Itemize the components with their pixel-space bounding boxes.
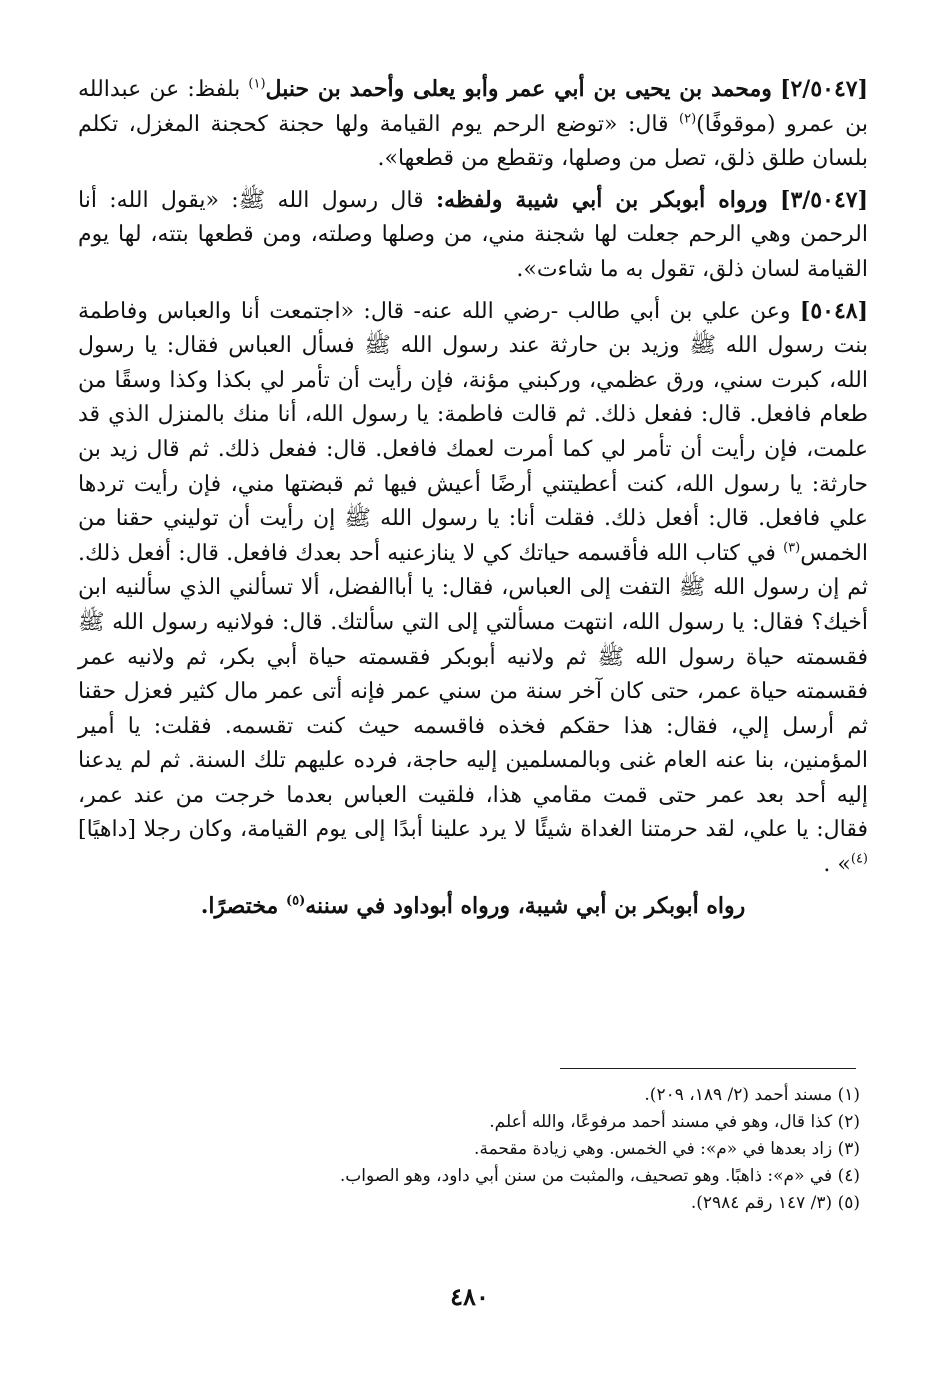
hadith-paragraph-1 <box>78 72 868 177</box>
footnote-separator <box>560 1068 856 1069</box>
hadith-text: قال: «توضع الرحم يوم القيامة ولها حجنة كحجنة المغزل، تكلم بلسان طلق ذلق، تصل من وصلها، وتقطع من قطعها». <box>78 111 868 172</box>
narrator-chain: ورواه أبوبكر بن أبي شيبة ولفظه: <box>435 186 768 213</box>
hadith-text: في كتاب الله فأقسمه حياتك كي لا ينازعنيه أحد بعدك فافعل. قال: أفعل ذلك. ثم إن رسول الله ﷺ التفت إلى العباس، فقال: يا أباالفضل، ألا تسألني الذي سألنيه ابن أخيك؟ فقال: يا رسول الله، انتهت مسألتي إلى التي سألتك. قال: فولانيه رسول الله ﷺ فقسمته حياة رسول الله ﷺ ثم ولانيه أبوبكر فقسمته حياة أبي بكر، ثم ولانيه عمر فقسمته حياة عمر، حتى كان آخر سنة من سني عمر فإنه أتى عمر مال كثير فعزل حقنا ثم أرسل إلي، فقال: هذا حقكم فخذه فاقسمه حيث كنت تقسمه. فقلت: يا أمير المؤمنين، بنا عنه العام غنى وبالمسلمين إليه حاجة، فرده عليهم تلك السنة. ثم لم يدعنا إليه أحد بعد عمر حتى قمت مقامي هذا، فلقيت العباس بعدما خرجت من عند عمر، فقال: يا علي، لقد حرمتنا الغداة شيئًا لا يرد علينا أبدًا إلى يوم القيامة، وكان رجلا [داهيًا] <box>78 540 868 843</box>
footnote-5: (٥) (٣/ ١٤٧ رقم ٢٩٨٤). <box>690 1193 860 1213</box>
footnote-ref: (٣) <box>783 540 801 556</box>
hadith-number: [٢/٥٠٤٧] <box>780 76 869 102</box>
hadith-number: [٣/٥٠٤٧] <box>780 186 868 213</box>
footnote-1: (١) مسند أحمد (٢/ ١٨٩، ٢٠٩). <box>644 1085 860 1105</box>
main-text <box>78 72 868 929</box>
hadith-text: وعن علي بن أبي طالب -رضي الله عنه- قال: «اجتمعت أنا والعباس وفاطمة بنت رسول الله ﷺ وزيد بن حارثة عند رسول الله ﷺ فسأل العباس فقال: يا رسول الله، كبرت سني، ورق عظمي، وركبني مؤنة، فإن رأيت أن تأمر لي بكذا وكذا وسقًا من طعام فافعل. قال: ففعل ذلك. ثم قالت فاطمة: يا رسول الله، أنا منك بالمنزل الذي قد علمت، فإن رأيت أن تأمر لي كما أمرت لعمك فافعل. قال: ففعل ذلك. ثم قال زيد بن حارثة: يا رسول الله، كنت أعطيتني أرضًا أعيش فيها ثم قبضتها مني، فإن رأيت تردها علي فافعل. قال: أفعل ذلك. فقلت أنا: يا رسول الله ﷺ إن رأيت أن توليني حقنا من الخمس <box>78 298 868 566</box>
hadith-number: [٥٠٤٨] <box>799 297 868 324</box>
hadith-text: قال رسول الله ﷺ: «يقول الله: أنا الرحمن وهي الرحم جعلت لها شجنة مني، من وصلها وصلته، ومن قطعها بتته، لها يوم القيامة لسان ذلق، تقول به ما شاءت». <box>78 187 868 282</box>
footnote-ref: (٢) <box>679 111 697 127</box>
hadith-text: بلفظ: عن عبدالله بن عمرو (موقوفًا) <box>78 77 868 137</box>
footnote-3: (٣) زاد بعدها في «م»: في الخمس. وهي زيادة مقحمة. <box>474 1139 860 1159</box>
closing-line <box>78 889 868 924</box>
hadith-paragraph-2 <box>78 183 868 288</box>
narrator-chain: ومحمد بن يحيى بن أبي عمر وأبو يعلى وأحمد بن حنبل <box>265 76 772 102</box>
footnotes <box>200 1082 860 1217</box>
closing-text: مختصرًا. <box>200 892 286 919</box>
footnote-2: (٢) كذا قال، وهو في مسند أحمد مرفوعًا، والله أعلم. <box>489 1112 860 1132</box>
hadith-paragraph-3 <box>78 294 868 883</box>
hadith-text: » . <box>823 852 851 878</box>
closing-text: رواه أبوبكر بن أبي شيبة، ورواه أبوداود في سننه <box>305 892 746 919</box>
footnote-ref: (١) <box>248 76 266 92</box>
footnote-ref: (٥) <box>285 893 306 909</box>
footnote-ref: (٤) <box>850 851 868 867</box>
footnote-4: (٤) في «م»: ذاهبًا. وهو تصحيف، والمثبت من سنن أبي داود، وهو الصواب. <box>339 1166 860 1186</box>
page-number: ٤٨٠ <box>450 1282 489 1311</box>
